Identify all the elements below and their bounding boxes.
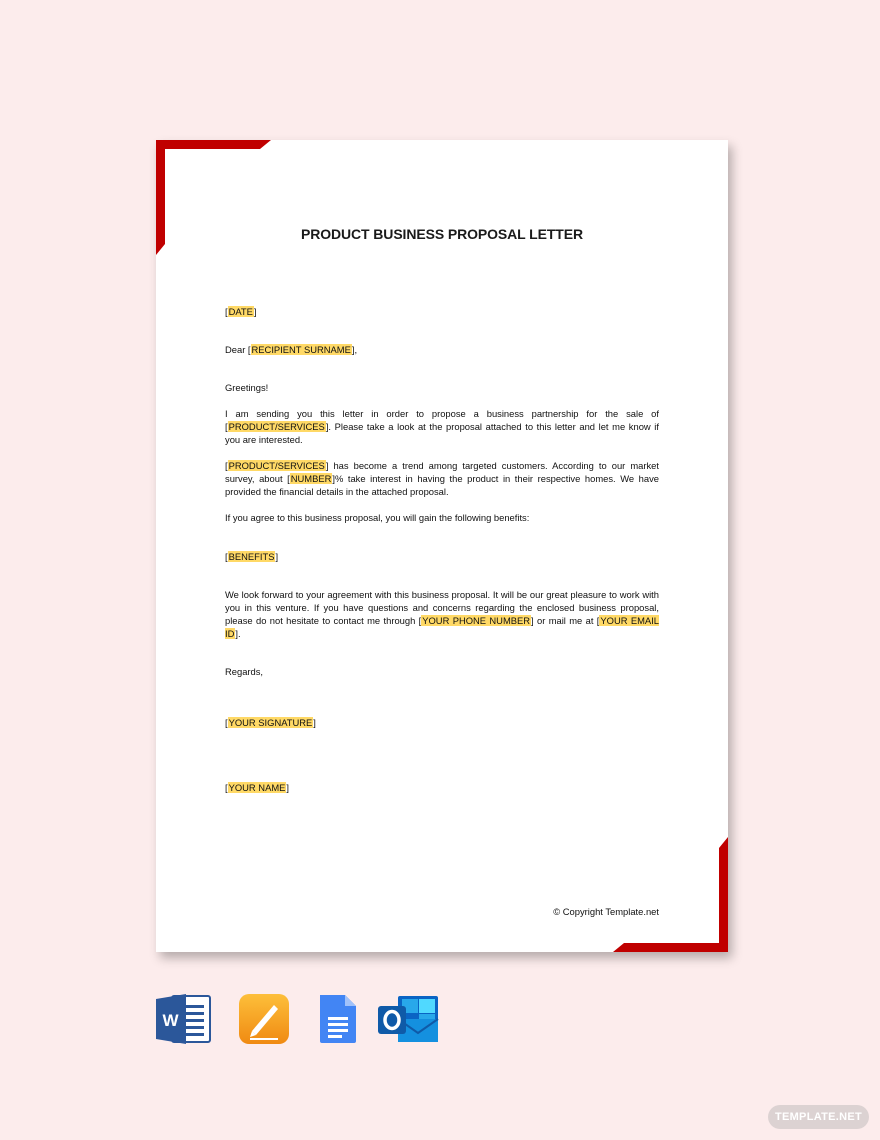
phone-placeholder: YOUR PHONE NUMBER <box>422 615 531 626</box>
outlook-icon[interactable] <box>378 993 440 1045</box>
signature-placeholder: YOUR SIGNATURE <box>228 717 313 728</box>
template-net-watermark: TEMPLATE.NET <box>768 1105 869 1129</box>
benefits-line: [BENEFITS] <box>225 551 279 562</box>
google-docs-icon[interactable] <box>318 993 358 1045</box>
copyright: © Copyright Template.net <box>553 906 659 917</box>
corner-decoration-bottom-right <box>608 832 728 952</box>
document-title: PRODUCT BUSINESS PROPOSAL LETTER <box>300 226 584 242</box>
word-icon[interactable] <box>156 993 212 1045</box>
document-page <box>156 140 728 952</box>
name-line: [YOUR NAME] <box>225 782 289 793</box>
name-placeholder: YOUR NAME <box>228 782 286 793</box>
salutation: Dear [RECIPIENT SURNAME], <box>225 344 358 355</box>
date-line: [DATE] <box>225 306 257 317</box>
paragraph-4: We look forward to your agreement with this business proposal. It will be our great pleasure to work with you in this venture. If you have questions and concerns regarding the enclosed business proposal, please do not hesitate to contact me through [YOUR PHONE NUMBER] or mail me at [YOUR EMAIL ID]. <box>225 589 660 639</box>
email-placeholder: YOUR EMAIL ID <box>225 615 660 639</box>
signature-line: [YOUR SIGNATURE] <box>225 717 316 728</box>
paragraph-2: [PRODUCT/SERVICES] has become a trend among targeted customers. According to our market survey, about [NUMBER]% take interest in having the product in their respective homes. We have provided the financial details in the attached proposal. <box>225 460 659 497</box>
greeting: Greetings! <box>225 382 269 393</box>
number-placeholder: NUMBER <box>290 473 332 484</box>
date-placeholder: DATE <box>228 306 253 317</box>
paragraph-3: If you agree to this business proposal, you will gain the following benefits: <box>225 512 530 523</box>
pages-icon[interactable] <box>238 993 290 1045</box>
product-placeholder: PRODUCT/SERVICES <box>228 460 325 471</box>
benefits-placeholder: BENEFITS <box>228 551 275 562</box>
product-placeholder: PRODUCT/SERVICES <box>228 421 325 432</box>
closing: Regards, <box>225 666 264 677</box>
paragraph-1: I am sending you this letter in order to propose a business partnership for the sale of [PRODUCT/SERVICES]. Please take a look at the proposal attached to this letter and let me know if you are interested. <box>225 408 659 445</box>
svg-text:W: W <box>162 1011 179 1030</box>
recipient-placeholder: RECIPIENT SURNAME <box>251 344 351 355</box>
corner-decoration-top-left <box>156 140 276 260</box>
